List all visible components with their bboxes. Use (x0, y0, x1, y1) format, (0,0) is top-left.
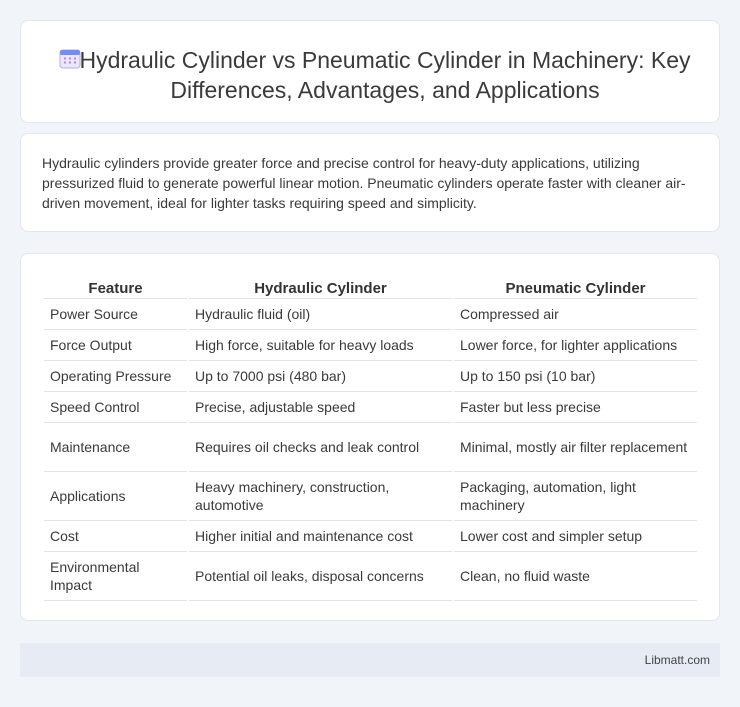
table-row (44, 472, 697, 521)
table-header-row (44, 275, 697, 299)
footer-site-link[interactable]: Libmatt.com (644, 653, 710, 667)
pneumatic-cell: Clean, no fluid waste (454, 552, 697, 601)
feature-cell: Power Source (44, 299, 187, 330)
comparison-card (20, 253, 720, 621)
page-title-text: Hydraulic Cylinder vs Pneumatic Cylinder in Machinery: Key Differences, Advantages, and Applications (79, 47, 691, 103)
pneumatic-cell: Minimal, mostly air filter replacement (454, 423, 697, 472)
pneumatic-cell: Up to 150 psi (10 bar) (454, 361, 697, 392)
hydraulic-cell: Heavy machinery, construction, automotive (189, 472, 452, 521)
pneumatic-cell: Lower cost and simpler setup (454, 521, 697, 552)
footer (20, 643, 720, 677)
feature-cell: Cost (44, 521, 187, 552)
hydraulic-cell: Requires oil checks and leak control (189, 423, 452, 472)
feature-cell: Applications (44, 472, 187, 521)
hydraulic-cell: Higher initial and maintenance cost (189, 521, 452, 552)
pneumatic-cell: Compressed air (454, 299, 697, 330)
feature-cell: Operating Pressure (44, 361, 187, 392)
pneumatic-cell: Faster but less precise (454, 392, 697, 423)
table-row (44, 423, 697, 472)
header-hydraulic: Hydraulic Cylinder (189, 275, 452, 299)
hydraulic-cell: Potential oil leaks, disposal concerns (189, 552, 452, 601)
comparison-table (42, 275, 699, 601)
table-row (44, 361, 697, 392)
hydraulic-cell: Hydraulic fluid (oil) (189, 299, 452, 330)
header-feature: Feature (44, 275, 187, 299)
table-row (44, 552, 697, 601)
pneumatic-cell: Packaging, automation, light machinery (454, 472, 697, 521)
feature-cell: Environmental Impact (44, 552, 187, 601)
table-row (44, 330, 697, 361)
hydraulic-cell: Up to 7000 psi (480 bar) (189, 361, 452, 392)
feature-cell: Maintenance (44, 423, 187, 472)
table-row (44, 299, 697, 330)
intro-card (20, 133, 720, 232)
intro-paragraph: Hydraulic cylinders provide greater force and precise control for heavy-duty applications, utilizing pressurized fluid to generate powerful linear motion. Pneumatic cylinders operate faster with cleaner air-driven movement, ideal for lighter tasks requiring speed and simplicity. (42, 155, 686, 211)
feature-cell: Force Output (44, 330, 187, 361)
feature-cell: Speed Control (44, 392, 187, 423)
pneumatic-cell: Lower force, for lighter applications (454, 330, 697, 361)
hydraulic-cell: Precise, adjustable speed (189, 392, 452, 423)
page-title (21, 45, 719, 105)
title-card (20, 20, 720, 123)
table-row (44, 521, 697, 552)
hydraulic-cell: High force, suitable for heavy loads (189, 330, 452, 361)
header-pneumatic: Pneumatic Cylinder (454, 275, 697, 299)
table-row (44, 392, 697, 423)
